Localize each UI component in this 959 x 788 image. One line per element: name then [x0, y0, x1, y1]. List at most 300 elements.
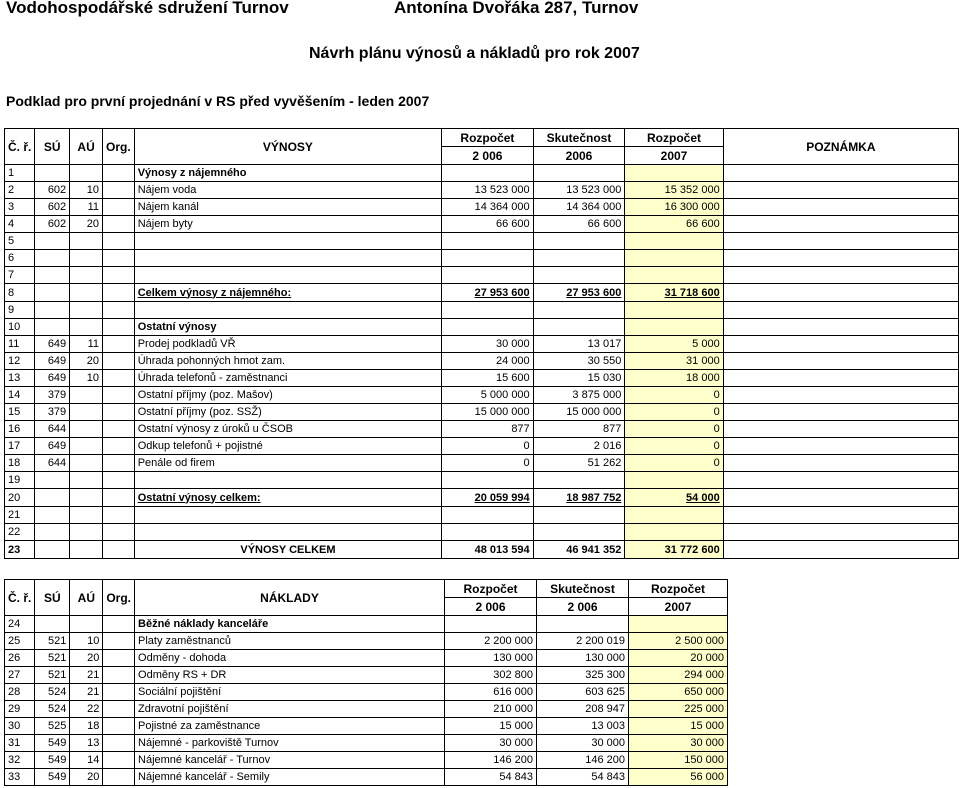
- row-skutecnost-2006: [533, 472, 625, 489]
- row-org: [103, 199, 135, 216]
- row-skutecnost-2006: 13 017: [533, 336, 625, 353]
- row-rozpocet-2007: [625, 302, 723, 319]
- row-au: 18: [70, 718, 103, 735]
- row-note: [723, 182, 958, 199]
- table-row: [5, 718, 728, 735]
- col-year-1: 2 006: [442, 147, 533, 165]
- row-rozpocet-2006: 14 364 000: [442, 199, 533, 216]
- row-note: [723, 421, 958, 438]
- table-row: [5, 684, 728, 701]
- row-org: [103, 616, 135, 633]
- row-su: 521: [35, 667, 70, 684]
- row-au: 20: [70, 216, 103, 233]
- row-org: [103, 421, 135, 438]
- row-number: 28: [5, 684, 35, 701]
- row-note: [723, 319, 958, 336]
- row-name: Nájem kanál: [134, 199, 442, 216]
- row-su: [35, 507, 70, 524]
- table-row: [5, 438, 959, 455]
- row-note: [723, 302, 958, 319]
- table-row: [5, 507, 959, 524]
- row-org: [103, 267, 135, 284]
- row-name: [134, 233, 442, 250]
- row-name: Odměny RS + DR: [135, 667, 445, 684]
- row-rozpocet-2007: 16 300 000: [625, 199, 723, 216]
- row-au: 22: [70, 701, 103, 718]
- row-name: [134, 472, 442, 489]
- row-su: [35, 302, 70, 319]
- row-number: 21: [5, 507, 35, 524]
- row-rozpocet-2006: [442, 233, 533, 250]
- row-su: 549: [35, 752, 70, 769]
- col-skutecnost: Skutečnost: [533, 129, 625, 147]
- row-number: 4: [5, 216, 35, 233]
- row-au: 21: [70, 684, 103, 701]
- row-au: [70, 302, 103, 319]
- row-number: 8: [5, 284, 35, 302]
- row-note: [723, 353, 958, 370]
- row-rozpocet-2007: [625, 472, 723, 489]
- row-su: 649: [35, 438, 70, 455]
- row-rozpocet-2007: 2 500 000: [629, 633, 728, 650]
- row-su: 524: [35, 701, 70, 718]
- row-rozpocet-2006: 20 059 994: [442, 489, 533, 507]
- row-su: [35, 319, 70, 336]
- row-number: 12: [5, 353, 35, 370]
- table-row: [5, 284, 959, 302]
- row-number: 19: [5, 472, 35, 489]
- row-su: 602: [35, 182, 70, 199]
- row-org: [103, 507, 135, 524]
- row-au: 20: [70, 769, 103, 786]
- col-rozpocet: Rozpočet: [442, 129, 533, 147]
- row-rozpocet-2007: 0: [625, 455, 723, 472]
- row-number: 6: [5, 250, 35, 267]
- table-row: [5, 370, 959, 387]
- row-name: Výnosy z nájemného: [134, 165, 442, 182]
- table-row: [5, 199, 959, 216]
- table-row: [5, 735, 728, 752]
- col-year-3: 2007: [629, 598, 728, 616]
- row-name: Nájem voda: [134, 182, 442, 199]
- row-rozpocet-2007: [625, 524, 723, 541]
- row-number: 5: [5, 233, 35, 250]
- row-rozpocet-2007: [629, 616, 728, 633]
- row-org: [103, 472, 135, 489]
- row-number: 13: [5, 370, 35, 387]
- row-skutecnost-2006: [533, 524, 625, 541]
- row-skutecnost-2006: 13 523 000: [533, 182, 625, 199]
- row-su: 644: [35, 421, 70, 438]
- row-org: [103, 769, 135, 786]
- row-name: Nájem byty: [134, 216, 442, 233]
- table-row: [5, 769, 728, 786]
- row-skutecnost-2006: 51 262: [533, 455, 625, 472]
- table-row: [5, 455, 959, 472]
- row-name: Běžné náklady kanceláře: [135, 616, 445, 633]
- row-number: 22: [5, 524, 35, 541]
- row-note: [723, 199, 958, 216]
- row-au: 11: [70, 199, 103, 216]
- row-org: [103, 438, 135, 455]
- row-note: [723, 524, 958, 541]
- row-au: [70, 524, 103, 541]
- row-name: VÝNOSY CELKEM: [134, 541, 442, 559]
- table-row: [5, 541, 959, 559]
- row-rozpocet-2007: [625, 250, 723, 267]
- table-row: [5, 165, 959, 182]
- row-name: Úhrada telefonů - zaměstnanci: [134, 370, 442, 387]
- row-su: [35, 284, 70, 302]
- row-number: 18: [5, 455, 35, 472]
- row-skutecnost-2006: [537, 616, 629, 633]
- row-number: 2: [5, 182, 35, 199]
- row-su: [35, 489, 70, 507]
- row-au: 13: [70, 735, 103, 752]
- row-rozpocet-2006: 0: [442, 455, 533, 472]
- row-su: [35, 165, 70, 182]
- row-skutecnost-2006: 208 947: [537, 701, 629, 718]
- row-name: Úhrada pohonných hmot zam.: [134, 353, 442, 370]
- row-note: [723, 387, 958, 404]
- row-au: 20: [70, 353, 103, 370]
- row-number: 23: [5, 541, 35, 559]
- row-rozpocet-2007: 30 000: [629, 735, 728, 752]
- row-org: [103, 404, 135, 421]
- row-rozpocet-2006: 877: [442, 421, 533, 438]
- row-org: [103, 633, 135, 650]
- row-rozpocet-2006: [442, 165, 533, 182]
- row-su: [35, 616, 70, 633]
- row-rozpocet-2007: 225 000: [629, 701, 728, 718]
- row-org: [103, 250, 135, 267]
- row-rozpocet-2006: 30 000: [445, 735, 537, 752]
- row-org: [103, 233, 135, 250]
- row-name: [134, 507, 442, 524]
- row-su: [35, 541, 70, 559]
- row-rozpocet-2006: 27 953 600: [442, 284, 533, 302]
- row-number: 17: [5, 438, 35, 455]
- row-number: 10: [5, 319, 35, 336]
- col-su: SÚ: [35, 129, 70, 165]
- row-org: [103, 455, 135, 472]
- row-name: [134, 302, 442, 319]
- row-number: 16: [5, 421, 35, 438]
- row-rozpocet-2006: 24 000: [442, 353, 533, 370]
- table-row: [5, 387, 959, 404]
- row-org: [103, 182, 135, 199]
- col-rozpocet-2007: Rozpočet: [625, 129, 723, 147]
- row-number: 29: [5, 701, 35, 718]
- row-name: Ostatní výnosy celkem:: [134, 489, 442, 507]
- row-org: [103, 752, 135, 769]
- col-note: POZNÁMKA: [723, 129, 958, 165]
- row-su: [35, 472, 70, 489]
- row-rozpocet-2007: 650 000: [629, 684, 728, 701]
- table-row: [5, 616, 728, 633]
- row-au: [70, 507, 103, 524]
- table-row: [5, 633, 728, 650]
- row-skutecnost-2006: 46 941 352: [533, 541, 625, 559]
- row-au: [70, 438, 103, 455]
- col-name: VÝNOSY: [134, 129, 442, 165]
- row-su: 602: [35, 199, 70, 216]
- row-note: [723, 284, 958, 302]
- row-rozpocet-2007: 20 000: [629, 650, 728, 667]
- row-rozpocet-2007: 15 352 000: [625, 182, 723, 199]
- row-note: [723, 455, 958, 472]
- row-au: [70, 489, 103, 507]
- row-rozpocet-2006: [442, 524, 533, 541]
- row-number: 1: [5, 165, 35, 182]
- row-au: [70, 455, 103, 472]
- col-au: AÚ: [70, 129, 103, 165]
- row-skutecnost-2006: 603 625: [537, 684, 629, 701]
- row-number: 27: [5, 667, 35, 684]
- row-org: [103, 701, 135, 718]
- row-au: 14: [70, 752, 103, 769]
- row-note: [723, 216, 958, 233]
- row-rozpocet-2006: [442, 319, 533, 336]
- row-rozpocet-2007: 31 000: [625, 353, 723, 370]
- row-rozpocet-2007: [625, 319, 723, 336]
- table-row: [5, 216, 959, 233]
- row-name: Penále od firem: [134, 455, 442, 472]
- row-su: [35, 267, 70, 284]
- table-row: [5, 233, 959, 250]
- row-rozpocet-2006: [442, 267, 533, 284]
- row-rozpocet-2006: 616 000: [445, 684, 537, 701]
- col-year-3: 2007: [625, 147, 723, 165]
- row-au: [70, 616, 103, 633]
- row-skutecnost-2006: [533, 302, 625, 319]
- row-note: [723, 472, 958, 489]
- row-skutecnost-2006: 325 300: [537, 667, 629, 684]
- row-note: [723, 404, 958, 421]
- table-row: [5, 267, 959, 284]
- row-org: [103, 650, 135, 667]
- row-skutecnost-2006: [533, 267, 625, 284]
- table-row: [5, 353, 959, 370]
- row-rozpocet-2007: 0: [625, 387, 723, 404]
- col-year-1: 2 006: [445, 598, 537, 616]
- col-cr: Č. ř.: [5, 580, 35, 616]
- row-number: 26: [5, 650, 35, 667]
- revenue-rows: [5, 165, 959, 559]
- table-row: [5, 524, 959, 541]
- row-rozpocet-2006: 5 000 000: [442, 387, 533, 404]
- row-name: Prodej podkladů VŘ: [134, 336, 442, 353]
- row-skutecnost-2006: 54 843: [537, 769, 629, 786]
- row-skutecnost-2006: 66 600: [533, 216, 625, 233]
- row-rozpocet-2006: 0: [442, 438, 533, 455]
- col-rozpocet: Rozpočet: [445, 580, 537, 598]
- row-org: [103, 489, 135, 507]
- col-skutecnost: Skutečnost: [537, 580, 629, 598]
- row-number: 7: [5, 267, 35, 284]
- col-rozpocet-2007: Rozpočet: [629, 580, 728, 598]
- row-note: [723, 489, 958, 507]
- page-title: Návrh plánu výnosů a nákladů pro rok 2007: [309, 45, 640, 62]
- row-number: 32: [5, 752, 35, 769]
- row-rozpocet-2007: 54 000: [625, 489, 723, 507]
- row-rozpocet-2007: [625, 507, 723, 524]
- row-su: [35, 524, 70, 541]
- row-name: Ostatní příjmy (poz. Mašov): [134, 387, 442, 404]
- table-row: [5, 752, 728, 769]
- row-skutecnost-2006: 2 016: [533, 438, 625, 455]
- row-rozpocet-2007: [625, 267, 723, 284]
- col-org: Org.: [103, 129, 135, 165]
- row-rozpocet-2007: [625, 165, 723, 182]
- table-row: [5, 701, 728, 718]
- row-number: 31: [5, 735, 35, 752]
- row-au: 21: [70, 667, 103, 684]
- table-row: [5, 667, 728, 684]
- row-note: [723, 250, 958, 267]
- row-su: 602: [35, 216, 70, 233]
- row-rozpocet-2006: [442, 250, 533, 267]
- row-org: [103, 216, 135, 233]
- table-row: [5, 650, 728, 667]
- row-au: 10: [70, 633, 103, 650]
- row-number: 14: [5, 387, 35, 404]
- row-number: 9: [5, 302, 35, 319]
- row-name: [134, 267, 442, 284]
- row-name: Ostatní výnosy: [134, 319, 442, 336]
- row-au: [70, 233, 103, 250]
- row-skutecnost-2006: [533, 165, 625, 182]
- row-name: Platy zaměstnanců: [135, 633, 445, 650]
- row-rozpocet-2007: 56 000: [629, 769, 728, 786]
- table-row: [5, 319, 959, 336]
- costs-rows: [5, 616, 728, 786]
- row-rozpocet-2006: 13 523 000: [442, 182, 533, 199]
- row-au: [70, 165, 103, 182]
- row-rozpocet-2007: 31 772 600: [625, 541, 723, 559]
- row-org: [103, 284, 135, 302]
- row-name: Pojistné za zaměstnance: [135, 718, 445, 735]
- row-name: Nájemné - parkoviště Turnov: [135, 735, 445, 752]
- row-skutecnost-2006: 30 550: [533, 353, 625, 370]
- row-rozpocet-2007: 18 000: [625, 370, 723, 387]
- row-number: 15: [5, 404, 35, 421]
- row-name: Nájemné kancelář - Turnov: [135, 752, 445, 769]
- row-rozpocet-2007: 15 000: [629, 718, 728, 735]
- col-name: NÁKLADY: [135, 580, 445, 616]
- row-skutecnost-2006: 2 200 019: [537, 633, 629, 650]
- row-note: [723, 267, 958, 284]
- row-su: 649: [35, 370, 70, 387]
- row-org: [103, 541, 135, 559]
- row-skutecnost-2006: 27 953 600: [533, 284, 625, 302]
- row-su: 644: [35, 455, 70, 472]
- row-rozpocet-2007: 0: [625, 404, 723, 421]
- row-skutecnost-2006: 14 364 000: [533, 199, 625, 216]
- row-rozpocet-2006: [445, 616, 537, 633]
- col-au: AÚ: [70, 580, 103, 616]
- row-rozpocet-2006: [442, 507, 533, 524]
- row-su: 525: [35, 718, 70, 735]
- row-rozpocet-2006: 2 200 000: [445, 633, 537, 650]
- row-name: [134, 250, 442, 267]
- row-name: Odměny - dohoda: [135, 650, 445, 667]
- row-org: [103, 370, 135, 387]
- row-au: 20: [70, 650, 103, 667]
- row-su: 521: [35, 650, 70, 667]
- row-name: Ostatní výnosy z úroků u ČSOB: [134, 421, 442, 438]
- row-su: 524: [35, 684, 70, 701]
- row-number: 20: [5, 489, 35, 507]
- row-rozpocet-2006: 66 600: [442, 216, 533, 233]
- row-name: Ostatní příjmy (poz. SSŽ): [134, 404, 442, 421]
- row-au: 10: [70, 370, 103, 387]
- row-name: [134, 524, 442, 541]
- row-su: 379: [35, 404, 70, 421]
- row-rozpocet-2006: 130 000: [445, 650, 537, 667]
- row-rozpocet-2007: 294 000: [629, 667, 728, 684]
- row-su: 649: [35, 336, 70, 353]
- row-au: 10: [70, 182, 103, 199]
- row-rozpocet-2007: 31 718 600: [625, 284, 723, 302]
- row-org: [103, 336, 135, 353]
- row-note: [723, 233, 958, 250]
- col-year-2: 2006: [533, 147, 625, 165]
- row-skutecnost-2006: 3 875 000: [533, 387, 625, 404]
- row-number: 11: [5, 336, 35, 353]
- row-skutecnost-2006: 15 030: [533, 370, 625, 387]
- table-row: [5, 489, 959, 507]
- row-org: [103, 387, 135, 404]
- row-name: Zdravotní pojištění: [135, 701, 445, 718]
- row-skutecnost-2006: 18 987 752: [533, 489, 625, 507]
- row-au: [70, 267, 103, 284]
- row-au: [70, 404, 103, 421]
- row-name: Nájemné kancelář - Semily: [135, 769, 445, 786]
- page-subtitle: Podklad pro první projednání v RS před vyvěšením - leden 2007: [6, 93, 430, 109]
- row-au: [70, 250, 103, 267]
- row-su: [35, 233, 70, 250]
- row-skutecnost-2006: 13 003: [537, 718, 629, 735]
- row-rozpocet-2006: 54 843: [445, 769, 537, 786]
- row-org: [103, 718, 135, 735]
- row-note: [723, 541, 958, 559]
- row-rozpocet-2006: 30 000: [442, 336, 533, 353]
- row-skutecnost-2006: 15 000 000: [533, 404, 625, 421]
- row-org: [103, 524, 135, 541]
- row-skutecnost-2006: [533, 507, 625, 524]
- row-su: [35, 250, 70, 267]
- row-su: 521: [35, 633, 70, 650]
- row-au: [70, 541, 103, 559]
- row-rozpocet-2007: 5 000: [625, 336, 723, 353]
- row-rozpocet-2006: [442, 472, 533, 489]
- row-au: [70, 319, 103, 336]
- row-note: [723, 507, 958, 524]
- row-rozpocet-2007: [625, 233, 723, 250]
- row-au: [70, 421, 103, 438]
- row-note: [723, 165, 958, 182]
- table-row: [5, 182, 959, 199]
- row-rozpocet-2007: 66 600: [625, 216, 723, 233]
- row-rozpocet-2006: 210 000: [445, 701, 537, 718]
- row-au: [70, 284, 103, 302]
- revenue-table: [4, 128, 959, 559]
- costs-table: [4, 579, 728, 786]
- row-rozpocet-2007: 0: [625, 438, 723, 455]
- row-au: [70, 387, 103, 404]
- row-rozpocet-2006: 302 800: [445, 667, 537, 684]
